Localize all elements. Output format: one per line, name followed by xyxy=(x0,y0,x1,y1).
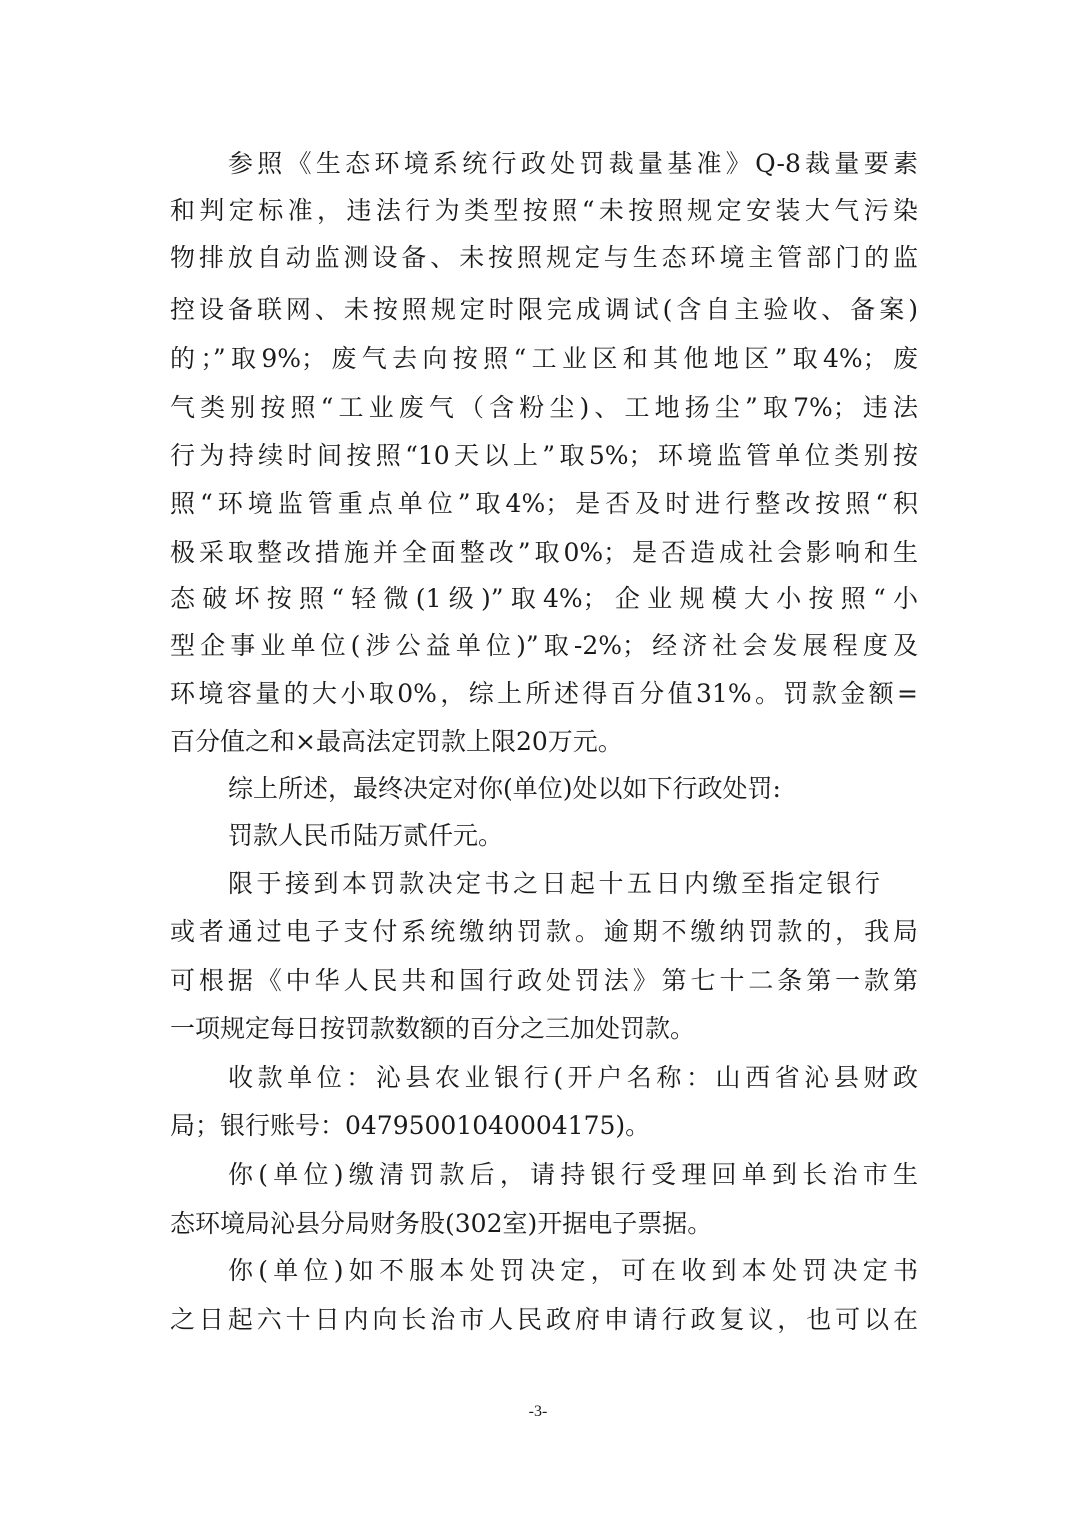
text-line: 和判定标准，违法行为类型按照“未按照规定安装大气污染 xyxy=(170,196,918,225)
text-line: 可根据《中华人民共和国行政处罚法》第七十二条第一款第 xyxy=(170,966,918,995)
text-line: 环境容量的大小取0%，综上所述得百分值31%。罚款金额= xyxy=(170,679,918,708)
text-line: 参照《生态环境系统行政处罚裁量基准》Q-8裁量要素 xyxy=(228,149,918,178)
text-line: 极采取整改措施并全面整改”取0%；是否造成社会影响和生 xyxy=(170,538,918,567)
text-line: 的；”取9%；废气去向按照“工业区和其他地区”取4%；废 xyxy=(170,344,918,373)
page-number: -3- xyxy=(528,1403,548,1420)
text-line: 态环境局沁县分局财务股(302室)开据电子票据。 xyxy=(170,1209,713,1238)
text-line: 一项规定每日按罚款数额的百分之三加处罚款。 xyxy=(170,1014,696,1043)
text-line: 态破坏按照“轻微(1级)”取4%；企业规模大小按照“小 xyxy=(170,584,918,613)
text-line: 照“环境监管重点单位”取4%；是否及时进行整改按照“积 xyxy=(170,489,918,518)
text-line: 行为持续时间按照“10天以上”取5%；环境监管单位类别按 xyxy=(170,441,918,470)
text-line: 之日起六十日内向长治市人民政府申请行政复议，也可以在 xyxy=(170,1305,918,1334)
text-line: 综上所述，最终决定对你(单位)处以如下行政处罚: xyxy=(228,774,781,803)
text-line: 你(单位)缴清罚款后，请持银行受理回单到长治市生 xyxy=(228,1160,918,1189)
text-line: 收款单位：沁县农业银行(开户名称：山西省沁县财政 xyxy=(228,1063,918,1092)
text-line: 型企事业单位(涉公益单位)”取-2%；经济社会发展程度及 xyxy=(170,631,918,660)
text-line: 控设备联网、未按照规定时限完成调试(含自主验收、备案) xyxy=(170,295,918,324)
text-line: 百分值之和×最高法定罚款上限20万元。 xyxy=(170,727,623,756)
text-line: 或者通过电子支付系统缴纳罚款。逾期不缴纳罚款的，我局 xyxy=(170,917,918,946)
text-line: 限于接到本罚款决定书之日起十五日内缴至指定银行 xyxy=(228,869,880,898)
text-line: 气类别按照“工业废气（含粉尘)、工地扬尘”取7%；违法 xyxy=(170,393,918,422)
text-line: 物排放自动监测设备、未按照规定与生态环境主管部门的监 xyxy=(170,243,918,272)
text-line: 局；银行账号：04795001040004175)。 xyxy=(170,1111,651,1140)
text-line: 罚款人民币陆万贰仟元。 xyxy=(228,821,504,850)
text-line: 你(单位)如不服本处罚决定，可在收到本处罚决定书 xyxy=(228,1256,918,1285)
